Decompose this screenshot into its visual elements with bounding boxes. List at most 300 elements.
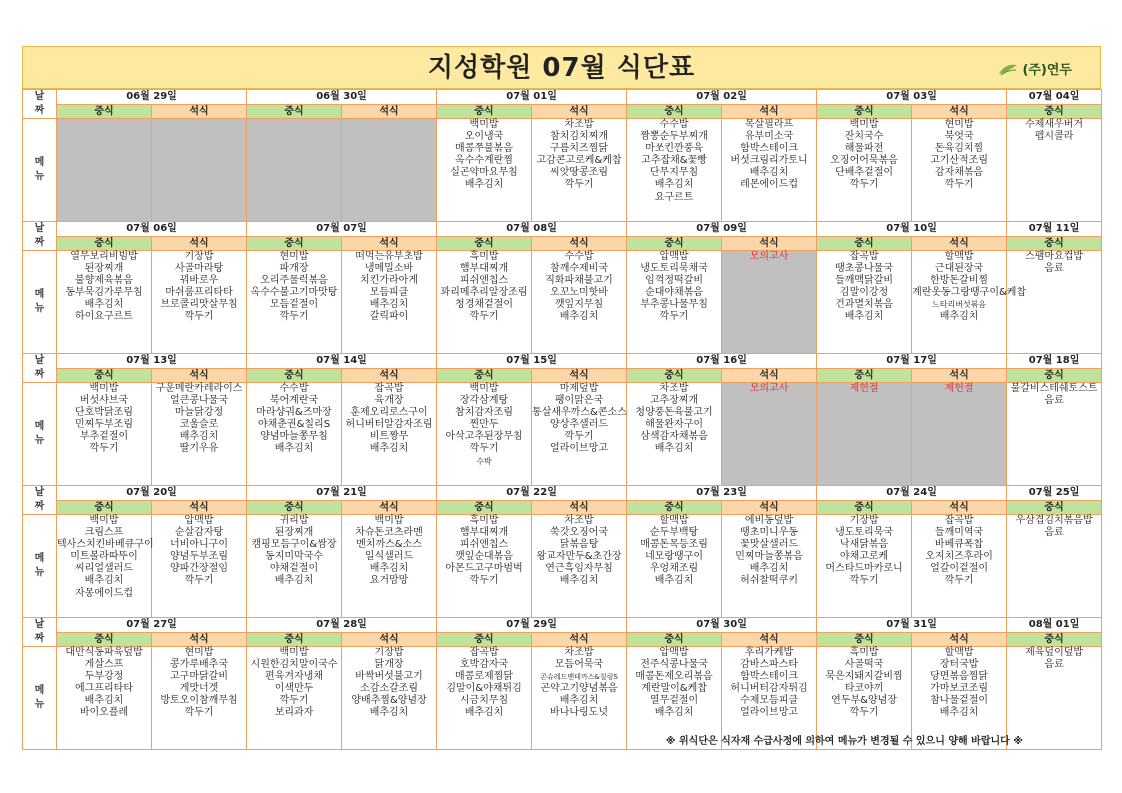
meal-header-row: [23, 633, 1102, 647]
menu-item: 모의고사: [749, 383, 789, 394]
menu-row: [23, 119, 1102, 222]
menu-item: 수제새우버거: [1025, 119, 1084, 130]
menu-label-char: 뉴: [34, 567, 45, 578]
menu-item: 게맛너겟: [179, 683, 219, 695]
menu-label-char: 뉴: [34, 435, 45, 446]
menu-item: 음료: [1044, 263, 1064, 275]
dinner-header: 석식: [532, 633, 627, 647]
date-label-char: 짜: [34, 369, 45, 380]
menu-row-label: [23, 119, 57, 222]
menu-item: 아몬드고구마범벅: [445, 563, 523, 575]
menu-item: 깻잎지무침: [554, 299, 604, 311]
menu-item: 사골마라탕: [174, 263, 224, 275]
lunch-menu-cell: [57, 119, 152, 222]
dinner-header: 석식: [722, 501, 817, 515]
menu-item: 배추김치: [844, 311, 884, 323]
dinner-header: 석식: [342, 237, 437, 251]
menu-item: 감바스파스타: [740, 659, 799, 671]
date-cell: 07월 16일: [627, 354, 817, 369]
menu-item: 수수밥: [279, 383, 309, 394]
date-cell: 07월 22일: [437, 486, 627, 501]
lunch-menu-cell: [1007, 515, 1102, 618]
menu-item: 후리가케밥: [744, 647, 794, 658]
menu-item: 백미밥: [469, 119, 499, 130]
menu-item: 마라샹궈&즈마장: [256, 407, 332, 419]
dinner-menu-cell: [912, 515, 1007, 618]
menu-item: 깍두기: [944, 179, 974, 191]
dinner-header: 석식: [342, 633, 437, 647]
dinner-header: 석식: [342, 105, 437, 119]
menu-item: 피쉬앤칩스: [459, 539, 509, 551]
menu-item: 해물파전: [844, 143, 884, 155]
menu-item: 배추김치: [369, 443, 409, 455]
menu-item: 냉도토리묵국: [835, 527, 894, 539]
menu-item: 구운메란카레라이스: [155, 383, 243, 394]
menu-item: 대만식동파육덮밥: [65, 647, 143, 658]
menu-item: 잡곡밥: [469, 647, 499, 658]
date-row: [23, 486, 1102, 501]
dinner-menu-cell: [532, 383, 627, 486]
menu-item: 연두부&양념장: [831, 695, 897, 707]
menu-item: 순두부백탕: [649, 527, 699, 539]
dinner-menu-cell: [532, 515, 627, 618]
lunch-menu-cell: [437, 251, 532, 354]
menu-item: 레몬에이드컵: [740, 179, 799, 191]
menu-item: 양상추샐러드: [550, 419, 609, 431]
date-cell: 07월 02일: [627, 90, 817, 105]
menu-item: 배추김치: [654, 707, 694, 719]
menu-item: 수수밥: [564, 251, 594, 262]
lunch-menu-cell: [247, 383, 342, 486]
dinner-header: 석식: [532, 369, 627, 383]
date-cell: 07월 15일: [437, 354, 627, 369]
menu-item: 곤약고기양념볶음: [540, 683, 618, 695]
date-cell: 07월 30일: [627, 618, 817, 633]
menu-item: 수박: [476, 456, 492, 466]
dinner-header: 석식: [152, 237, 247, 251]
menu-item: 배추김치: [939, 311, 979, 323]
menu-item: 민찌두부조림: [75, 419, 133, 431]
menu-item: 매콤로제찜닭: [455, 671, 514, 683]
menu-item: 묵은지돼지갈비찜: [825, 671, 903, 683]
menu-item: 마제덮밥: [559, 383, 599, 394]
menu-item: 깍두기: [564, 179, 594, 191]
date-label-char: 날: [34, 91, 45, 102]
menu-item: 할맥밥: [659, 515, 689, 526]
date-cell: 07월 24일: [817, 486, 1007, 501]
menu-row: [23, 515, 1102, 618]
menu-table: [22, 89, 1102, 750]
lunch-menu-cell: [247, 119, 342, 222]
menu-item: 현미밥: [279, 251, 309, 262]
menu-item: 배추김치: [369, 563, 409, 575]
date-row-label: [23, 222, 57, 251]
menu-item: 훈제오리로스구이: [350, 407, 428, 419]
date-cell: 07월 10일: [817, 222, 1007, 237]
menu-item: 참나물겉절이: [930, 695, 989, 707]
date-cell: 07월 27일: [57, 618, 247, 633]
menu-item: 땡초미니우동: [740, 527, 799, 539]
menu-item: 백미밥: [374, 515, 404, 526]
menu-item: 김말이강정: [839, 287, 889, 299]
menu-item: 코울슬로: [179, 419, 219, 431]
date-cell: 07월 28일: [247, 618, 437, 633]
menu-item: 배추김치: [559, 575, 599, 587]
menu-item: 닭볶음탕: [559, 539, 599, 551]
title-bar: [22, 46, 1101, 89]
dinner-menu-cell: [722, 383, 817, 486]
menu-item: 얼큰콩나물국: [170, 395, 228, 407]
menu-item: 민찌마늘쫑볶음: [735, 551, 803, 563]
menu-item: 고추장찌개: [649, 395, 699, 407]
menu-item: 옥수수계란찜: [455, 155, 514, 167]
menu-item: 두부강정: [84, 671, 124, 683]
date-cell: 07월 06일: [57, 222, 247, 237]
menu-item: 순대야채볶음: [645, 287, 704, 299]
date-label-char: 날: [34, 223, 45, 234]
lunch-header: 중식: [247, 105, 342, 119]
menu-item: 현미밥: [944, 119, 974, 130]
lunch-header: 중식: [627, 369, 722, 383]
menu-item: 근대된장국: [934, 263, 984, 275]
menu-item: 허니버터감자튀김: [730, 683, 808, 695]
lunch-header: 중식: [57, 633, 152, 647]
menu-item: 돈육김치찜: [934, 143, 984, 155]
date-label-char: 날: [34, 487, 45, 498]
dinner-header: 석식: [722, 105, 817, 119]
lunch-header: 중식: [627, 633, 722, 647]
menu-item: 된장찌개: [274, 527, 314, 539]
lunch-header: 중식: [247, 369, 342, 383]
menu-item: 깍두기: [564, 431, 594, 443]
lunch-header: 중식: [1007, 369, 1102, 383]
menu-row: [23, 251, 1102, 354]
menu-item: 목살필라프: [744, 119, 794, 130]
menu-item: 배추김치: [654, 443, 694, 455]
menu-item: 오징어어묵볶음: [830, 155, 898, 167]
menu-item: 모듬겉절이: [269, 299, 319, 311]
menu-item: 파개장: [279, 263, 309, 275]
menu-item: 오리주물럭볶음: [260, 275, 328, 287]
menu-item: 청양풍돈육불고기: [635, 407, 713, 419]
lunch-menu-cell: [57, 383, 152, 486]
page-title: 지성학원 07월 식단표: [427, 53, 696, 83]
menu-label-char: 메: [34, 685, 45, 696]
menu-item: 참깨수제비국: [550, 263, 609, 275]
date-row: [23, 90, 1102, 105]
menu-item: 요거맘망: [369, 575, 409, 587]
dinner-header: 석식: [722, 633, 817, 647]
lunch-header: 중식: [817, 369, 912, 383]
date-cell: 07월 08일: [437, 222, 627, 237]
menu-item: 참치김치찌개: [550, 131, 609, 143]
menu-item: 양념두부조림: [170, 551, 228, 563]
lunch-menu-cell: [817, 251, 912, 354]
menu-item: 얼갈이겉절이: [930, 563, 989, 575]
lunch-header: 중식: [817, 105, 912, 119]
date-cell: 07월 03일: [817, 90, 1007, 105]
menu-item: 기장밥: [849, 515, 879, 526]
menu-label-char: 뉴: [34, 699, 45, 710]
menu-item: 깍두기: [659, 311, 689, 323]
menu-item: 스팸마요컵밥: [1025, 251, 1084, 262]
menu-row: [23, 383, 1102, 486]
menu-item: 에비동덮밥: [744, 515, 794, 526]
date-cell: 07월 31일: [817, 618, 1007, 633]
date-row: [23, 222, 1102, 237]
menu-item: 깍두기: [469, 443, 499, 455]
menu-item: 왕교자만두&초간장: [536, 551, 622, 563]
dinner-header: 석식: [532, 105, 627, 119]
menu-item: 제헌절: [849, 383, 879, 394]
lunch-menu-cell: [247, 515, 342, 618]
meal-header-row: [23, 237, 1102, 251]
dinner-menu-cell: [342, 119, 437, 222]
menu-item: 실곤약마요무침: [450, 167, 518, 179]
menu-item: 느타리버섯볶음: [932, 300, 987, 310]
menu-item: 된장찌개: [84, 263, 124, 275]
menu-item: 함박스테이크: [740, 671, 799, 683]
menu-item: 압맥밥: [659, 647, 689, 658]
dinner-header: 석식: [722, 369, 817, 383]
dinner-menu-cell: [532, 119, 627, 222]
menu-item: 바베큐폭찹: [934, 539, 984, 551]
lunch-header: 중식: [57, 369, 152, 383]
lunch-menu-cell: [627, 383, 722, 486]
dinner-menu-cell: [722, 251, 817, 354]
date-cell: 07월 14일: [247, 354, 437, 369]
menu-item: 깍두기: [849, 707, 879, 719]
menu-item: 기장밥: [184, 251, 214, 262]
company-name: (주)연두: [1022, 63, 1072, 78]
menu-item: 방토오이참깨무침: [160, 695, 238, 707]
menu-item: 할맥밥: [944, 251, 974, 262]
menu-item: 마늘닭강정: [174, 407, 224, 419]
menu-item: 깍두기: [849, 575, 879, 587]
menu-item: 통살새우까스&콘소스: [532, 407, 627, 419]
menu-item: 장각삼계탕: [459, 395, 509, 407]
menu-item: 일식샐러드: [364, 551, 414, 563]
menu-item: 계란옷동그랑땡구이&케찹: [912, 287, 1027, 299]
menu-item: 편육겨자냉채: [265, 671, 323, 683]
menu-item: 피쉬앤칩스: [459, 275, 509, 287]
date-label-char: 짜: [34, 237, 45, 248]
menu-item: 배추김치: [369, 707, 409, 719]
menu-item: 음료: [1044, 659, 1064, 671]
menu-item: 꿔바로우: [179, 275, 219, 287]
menu-item: 쑥갓오징어국: [550, 527, 609, 539]
menu-item: 배추김치: [749, 167, 789, 179]
menu-item: 양념마늘쫑무침: [260, 431, 328, 443]
date-cell: 07월 13일: [57, 354, 247, 369]
menu-item: 배추김치: [84, 575, 124, 587]
menu-item: 버섯샤브국: [79, 395, 129, 407]
lunch-menu-cell: [1007, 119, 1102, 222]
dinner-menu-cell: [912, 119, 1007, 222]
menu-item: 유부미소국: [744, 131, 794, 143]
menu-item: 배추김치: [464, 179, 504, 191]
menu-item: 우삼겹김치볶음밥: [1015, 515, 1093, 526]
date-row: [23, 618, 1102, 633]
date-cell: 07월 17일: [817, 354, 1007, 369]
menu-item: 차조밥: [564, 647, 594, 658]
lunch-menu-cell: [437, 515, 532, 618]
dinner-header: 석식: [532, 501, 627, 515]
menu-item: 낙새닭볶음: [839, 539, 889, 551]
menu-item: 보리과자: [274, 707, 314, 719]
menu-item: 네모랑땡구이: [645, 551, 704, 563]
menu-item: 북엇국: [944, 131, 974, 143]
dinner-menu-cell: [152, 119, 247, 222]
lunch-menu-cell: [1007, 383, 1102, 486]
dinner-header: 석식: [152, 501, 247, 515]
lunch-menu-cell: [57, 251, 152, 354]
menu-label-char: 뉴: [34, 303, 45, 314]
menu-row-label: [23, 251, 57, 354]
menu-item: 바싹버섯불고기: [355, 671, 423, 683]
menu-item: 꽈리메추리알장조림: [440, 287, 528, 299]
menu-item: 너비아니구이: [170, 539, 228, 551]
lunch-header: 중식: [817, 633, 912, 647]
lunch-menu-cell: [247, 251, 342, 354]
menu-item: 떠먹는유부초밥: [355, 251, 423, 262]
menu-item: 요구르트: [654, 191, 694, 203]
menu-row-label: [23, 515, 57, 618]
menu-item: 제육덮이덮밥: [1025, 647, 1084, 658]
lunch-header: 중식: [627, 237, 722, 251]
menu-item: 깍두기: [469, 311, 499, 323]
meal-header-row: [23, 105, 1102, 119]
menu-item: 게살스프: [84, 659, 124, 671]
menu-item: 수제모듬피클: [740, 695, 799, 707]
menu-item: 깍두기: [184, 575, 214, 587]
lunch-menu-cell: [627, 515, 722, 618]
menu-item: 잔치국수: [844, 131, 884, 143]
menu-item: 고추잡채&꽃빵: [641, 155, 707, 167]
date-label-char: 날: [34, 355, 45, 366]
menu-item: 깍두기: [279, 311, 309, 323]
menu-item: 꽃맛살샐러드: [740, 539, 799, 551]
menu-item: 잡곡밥: [849, 251, 879, 262]
dinner-header: 석식: [722, 237, 817, 251]
menu-item: 백미밥: [89, 515, 119, 526]
menu-item: 콘슈레드맨테까스&칠링S: [540, 673, 618, 682]
date-row-label: [23, 618, 57, 647]
dinner-menu-cell: [912, 251, 1027, 354]
menu-item: 단배추겉절이: [835, 167, 894, 179]
menu-item: 자몽에이드컵: [75, 587, 133, 599]
dinner-header: 석식: [912, 369, 1007, 383]
menu-item: 미트볼라따뚜이: [70, 551, 138, 563]
menu-item: 야채겉절이: [269, 563, 319, 575]
lunch-header: 중식: [627, 105, 722, 119]
date-row: [23, 354, 1102, 369]
menu-item: 부추겉절이: [79, 431, 129, 443]
menu-item: 햄부대찌개: [459, 527, 509, 539]
menu-item: 마쉬룸프리타타: [165, 287, 233, 299]
menu-item: 배추김치: [939, 707, 979, 719]
menu-item: 단무지무침: [649, 167, 699, 179]
date-cell: 07월 25일: [1007, 486, 1102, 501]
menu-item: 야채춘권&칠리S: [257, 419, 331, 431]
menu-item: 씨리얼샐러드: [75, 563, 133, 575]
menu-item: 해물완자구이: [645, 419, 704, 431]
menu-item: 마쏘킨깐풍육: [645, 143, 704, 155]
menu-item: 함박스테이크: [740, 143, 799, 155]
menu-item: 깍두기: [89, 443, 119, 455]
menu-item: 얼라이브망고: [740, 707, 799, 719]
menu-item: 할맥밥: [944, 647, 974, 658]
dinner-menu-cell: [342, 383, 437, 486]
date-cell: 06월 30일: [247, 90, 437, 105]
menu-item: 허쉬찰떡쿠키: [740, 575, 799, 587]
menu-label-char: 메: [34, 421, 45, 432]
lunch-header: 중식: [437, 237, 532, 251]
menu-item: 배추김치: [464, 707, 504, 719]
menu-sheet: [22, 46, 1101, 750]
lunch-header: 중식: [1007, 501, 1102, 515]
menu-item: 짬뽕순두부찌개: [640, 131, 708, 143]
menu-item: 깍두기: [279, 695, 309, 707]
menu-item: 양파간장절임: [170, 563, 228, 575]
menu-item: 매콤돈목등조림: [640, 539, 708, 551]
menu-item: 모의고사: [749, 251, 789, 262]
date-cell: 07월 23일: [627, 486, 817, 501]
dinner-header: 석식: [532, 237, 627, 251]
menu-item: 차조밥: [564, 119, 594, 130]
menu-item: 직화파채불고기: [545, 275, 613, 287]
menu-item: 감자채볶음: [934, 167, 984, 179]
menu-item: 크림스프: [84, 527, 124, 539]
menu-item: 깍두기: [849, 179, 879, 191]
menu-item: 음료: [1044, 395, 1064, 407]
dinner-header: 석식: [912, 501, 1007, 515]
dinner-menu-cell: [912, 383, 1007, 486]
menu-item: 버섯크림리가토니: [730, 155, 808, 167]
menu-item: 동지미막국수: [265, 551, 323, 563]
menu-item: 갈릭파이: [369, 311, 409, 323]
menu-item: 브로콜리맛살무침: [160, 299, 238, 311]
menu-label-char: 뉴: [34, 171, 45, 182]
menu-item: 열무겉절이: [649, 695, 699, 707]
dinner-header: 석식: [152, 633, 247, 647]
menu-item: 배추김치: [559, 695, 599, 707]
menu-item: 배추김치: [84, 695, 124, 707]
menu-item: 건과멸치볶음: [835, 299, 894, 311]
date-cell: 08월 01일: [1007, 618, 1102, 633]
menu-item: 청경채겉절이: [455, 299, 514, 311]
menu-item: 흑미밥: [469, 515, 499, 526]
menu-item: 야채고로케: [839, 551, 889, 563]
dinner-menu-cell: [342, 515, 437, 618]
menu-item: 참치감자조림: [455, 407, 514, 419]
menu-item: 배추김치: [274, 575, 314, 587]
menu-item: 멘치까스&소스: [356, 539, 422, 551]
menu-item: 치킨가라아게: [360, 275, 418, 287]
menu-item: 차슈돈코츠라멘: [355, 527, 423, 539]
lunch-header: 중식: [57, 105, 152, 119]
menu-item: 깻잎순대볶음: [455, 551, 514, 563]
dinner-header: 석식: [342, 501, 437, 515]
menu-item: 냉메밀소바: [364, 263, 414, 275]
menu-item: 콩가루배추국: [170, 659, 228, 671]
menu-item: 김말이&야채튀김: [446, 683, 522, 695]
menu-item: 캠핑모듬구이&쌈장: [251, 539, 337, 551]
menu-item: 배추김치: [84, 299, 124, 311]
menu-item: 에그프리타타: [75, 683, 133, 695]
date-row-label: [23, 90, 57, 119]
menu-item: 당면볶음찜닭: [930, 671, 989, 683]
